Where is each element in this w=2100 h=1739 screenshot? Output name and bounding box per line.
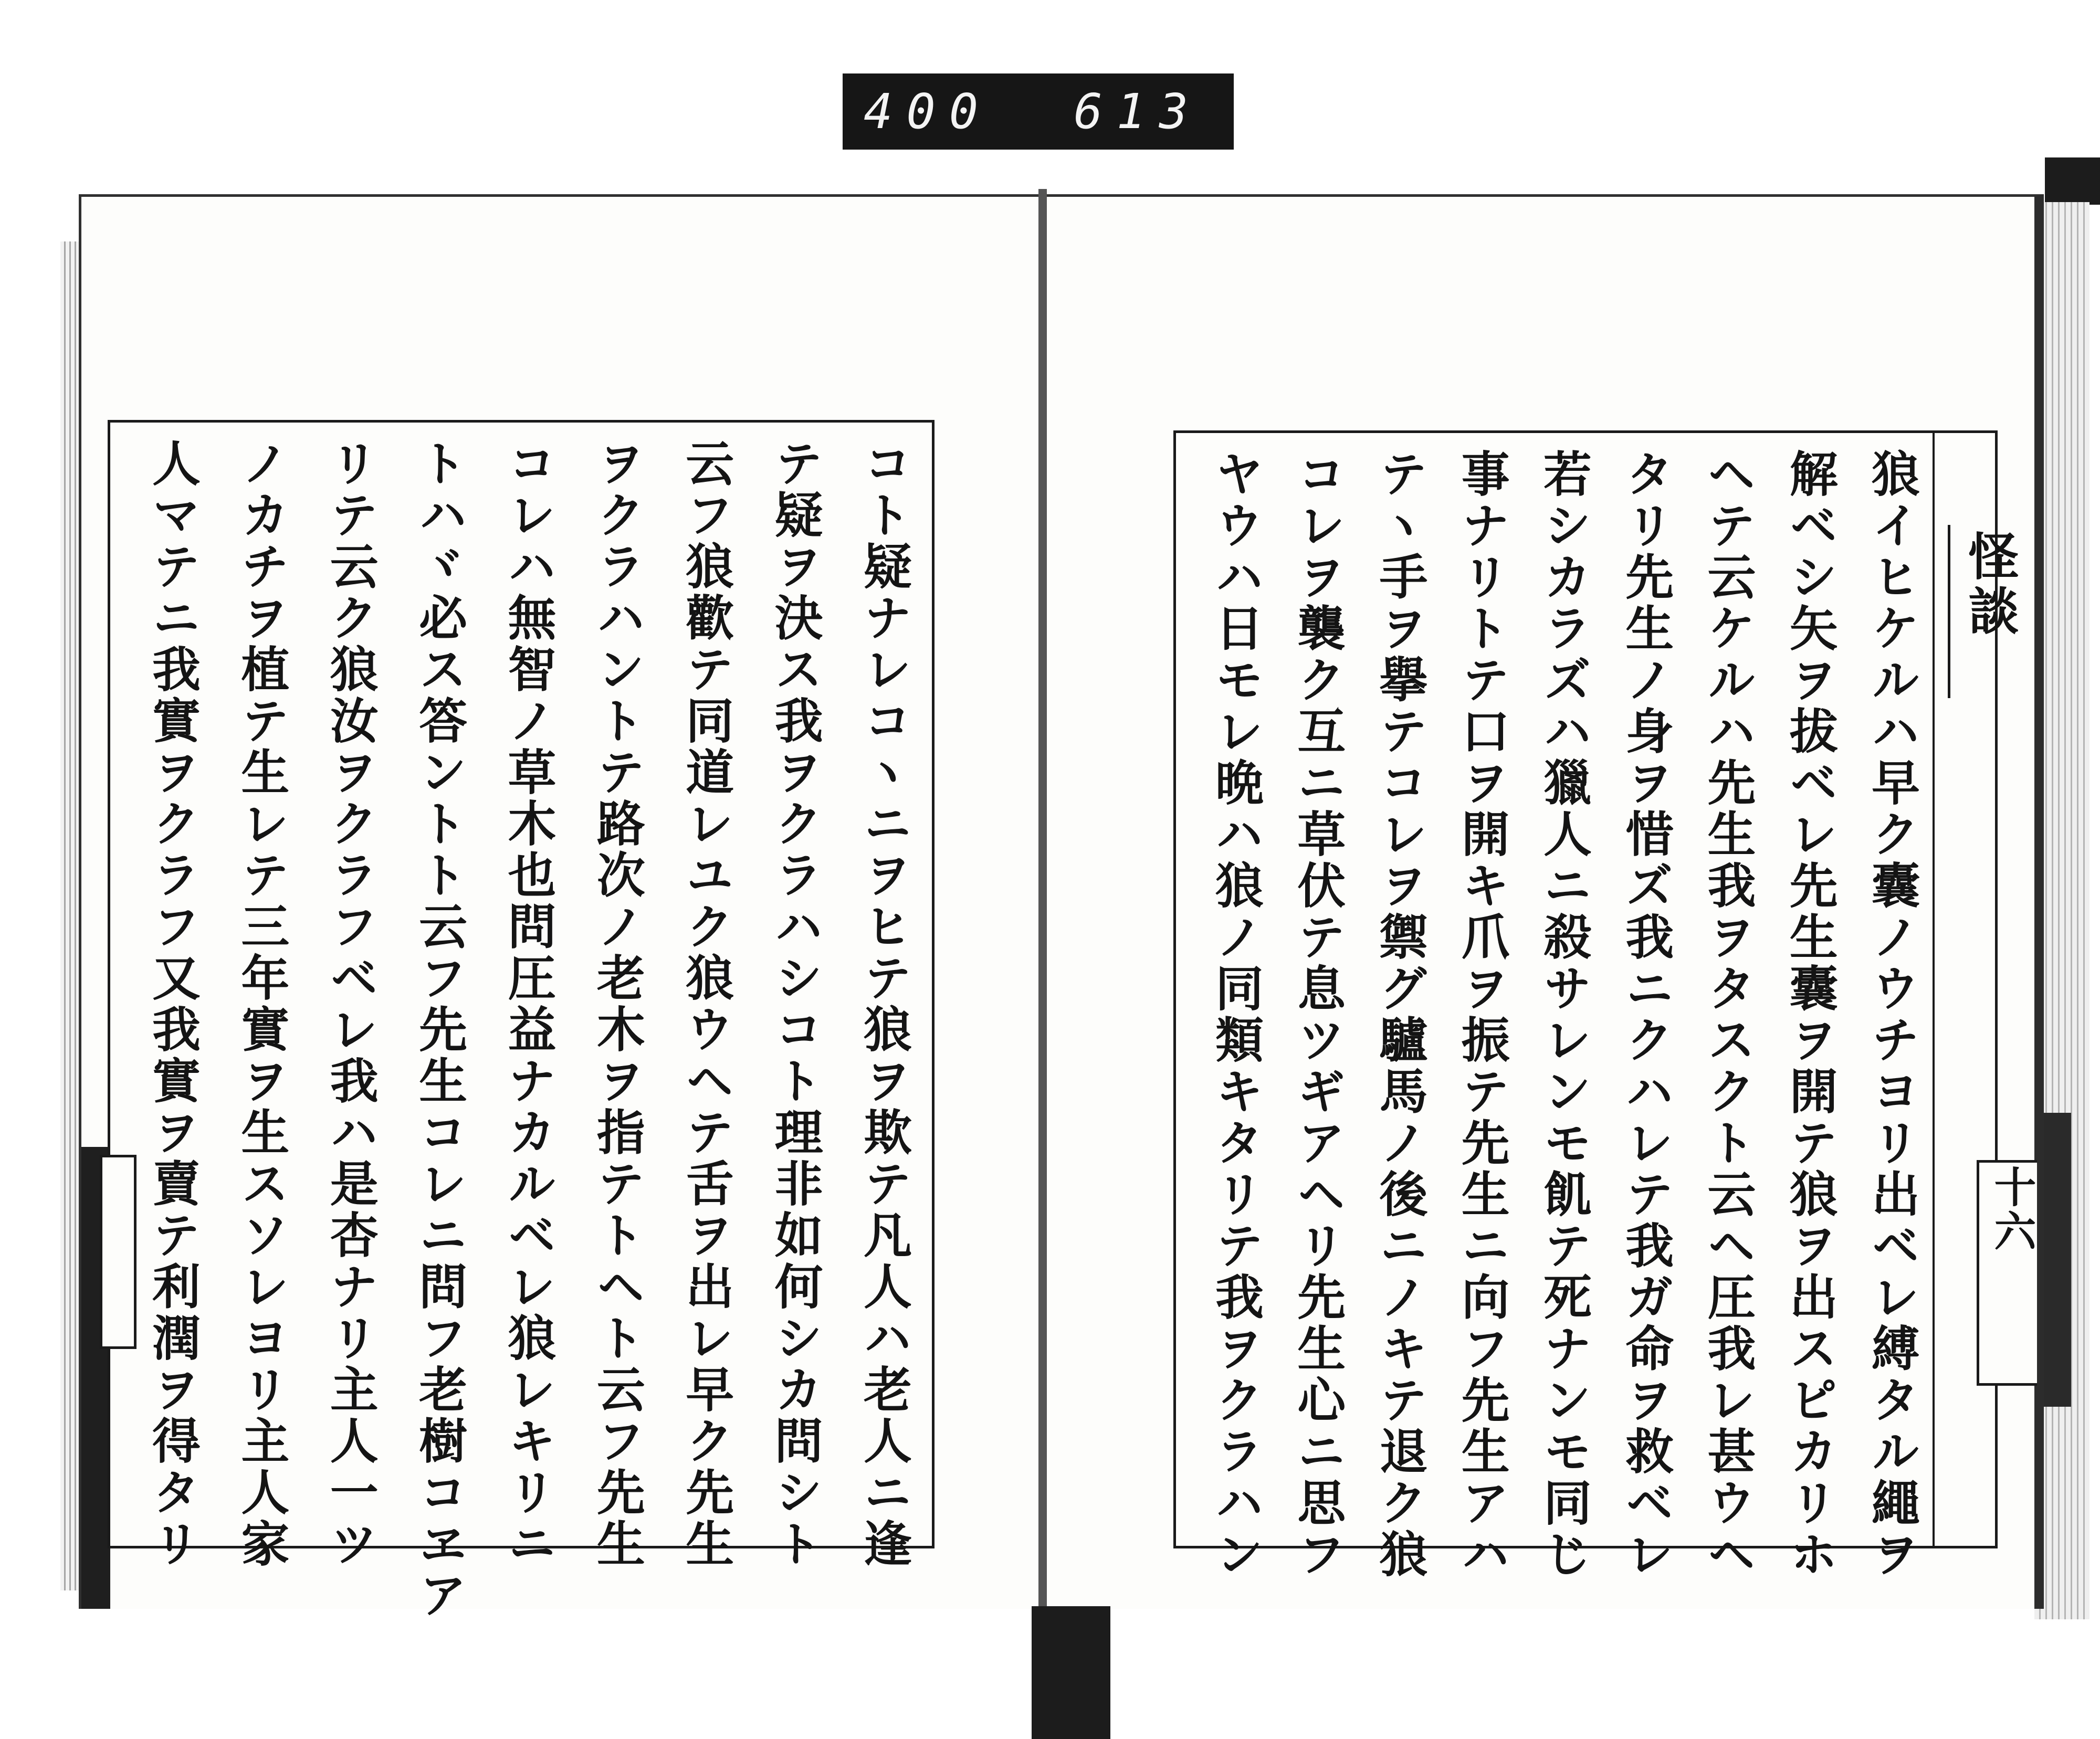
right-text-columns — [1186, 449, 1920, 1580]
text-column: 若シカラズハ獵人ニ殺サレンモ飢テ死ナンモ同じ — [1536, 449, 1592, 1580]
page-number: 十六 — [1987, 1165, 2036, 1253]
gutter-shadow — [1032, 1606, 1110, 1739]
text-column: コレヲ襲ク互ニ草伏テ息ツギアヘリ先生心ニ思フ — [1289, 449, 1347, 1580]
text-column: テヽ手ヲ擧テコレヲ禦グ驢馬ノ後ニノキテ退ク狼 — [1371, 449, 1429, 1580]
shelf-number-right: 613 — [1074, 83, 1202, 140]
text-column: リテ云ク狼汝ヲクラフベレ我ハ是杏ナリ主人一ツ — [322, 438, 379, 1570]
book-gutter — [1038, 189, 1047, 1617]
text-column: コレハ無智ノ草木也問圧益ナカルベレ狼レキリニ — [500, 438, 557, 1570]
text-column: ヲクラハントテ路次ノ老木ヲ指テトヘト云フ先生 — [589, 438, 646, 1570]
shelf-number-left: 400 — [864, 83, 992, 140]
shelf-mark-label — [843, 73, 1234, 150]
text-column: トハヾ必ス答ントト云フ先生コレニ問フ老樹コヱア — [411, 438, 468, 1621]
text-column: 事ナリトテ口ヲ開キ爪ヲ振テ先生ニ向フ先生アハ — [1453, 449, 1510, 1580]
left-page-edges — [60, 241, 80, 1590]
text-column: ヘテ云ケルハ先生我ヲタスクト云ヘ圧我レ甚ウヘ — [1699, 449, 1757, 1580]
margin-rule — [1933, 433, 1935, 1546]
text-column: 人マテニ我實ヲクラフ又我實ヲ賣テ利潤ヲ得タリ — [144, 438, 201, 1570]
book-cover-edge — [2045, 157, 2100, 205]
text-column: 狼イヒケルハ早ク囊ノウチヨリ出ベレ縛タル繩ヲ — [1864, 449, 1920, 1580]
left-text-columns — [123, 438, 912, 1621]
text-column: ヤウハ日モレ晩ハ狼ノ同類キタリテ我ヲクラハン — [1208, 449, 1264, 1580]
margin-title: 怪談 — [1960, 530, 2020, 639]
left-edge-tab — [100, 1155, 136, 1349]
text-column: コト疑ナレコヽニヲヒテ狼ヲ欺テ凡人ハ老人ニ逢 — [856, 438, 912, 1570]
text-column: ノカチヲ植テ生レテ三年實ヲ生スソレヨリ主人家 — [233, 438, 290, 1570]
text-column: 解ベシ矢ヲ拔ベレ先生囊ヲ開テ狼ヲ出スピカリホ — [1781, 449, 1839, 1580]
text-column: テ疑ヲ決ス我ヲクラハシコト理非如何シカ問シト — [766, 438, 824, 1570]
text-column: タリ先生ノ身ヲ惜ズ我ニクハレテ我ガ命ヲ救ベレ — [1618, 449, 1675, 1580]
left-text-frame — [108, 420, 934, 1621]
text-column: 云フ狼歡テ同道レユク狼ウヘテ舌ヲ出レ早ク先生 — [678, 438, 735, 1570]
right-text-frame — [1173, 430, 1998, 1580]
